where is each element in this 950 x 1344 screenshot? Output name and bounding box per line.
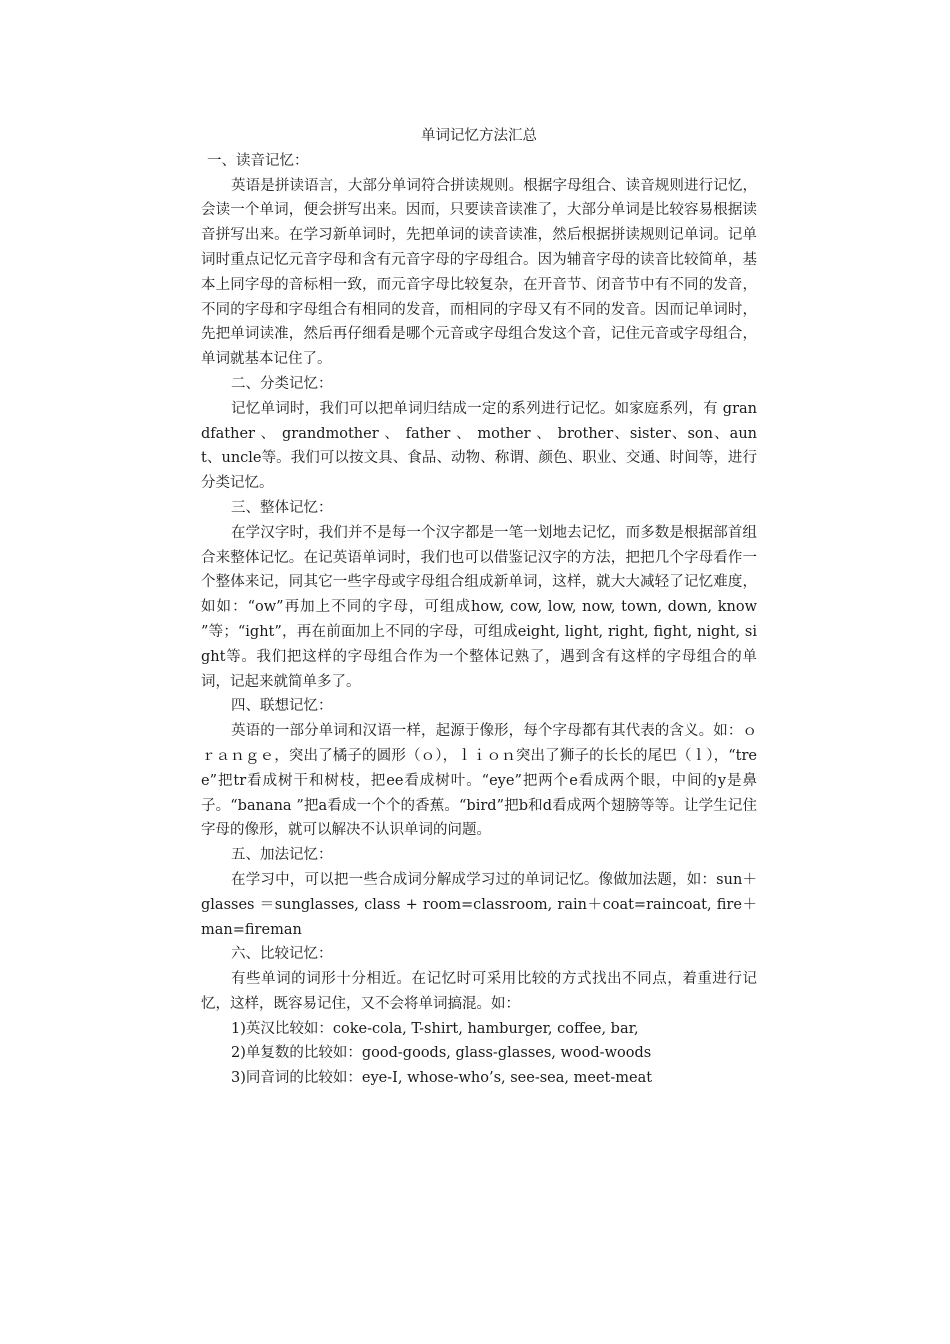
document-title: 单词记忆方法汇总 [421, 128, 537, 144]
list-item: 1)英汉比较如：coke-cola, T-shirt, hamburger, coffee, bar, [231, 1020, 639, 1037]
section-paragraph: 在学汉字时，我们并不是每一个汉字都是一笔一划地去记忆，而多数是根据部首组合来整体记忆。在记英语单词时，我们也可以借鉴记汉字的方法，把把几个字母看作一个整体来记，同其它一些字母或字母组合组成新单词，这样，就大大减轻了记忆难度，如如：“ow”再加上不同的字母，可组成how, cow, low, now, town, down, know ”等；“ight”，再在前面加上不同的字母，可组成eight, light, right, fight, night, sight等。我们把这样的字母组合作为一个整体记熟了，遇到含有这样的字母组合的单词，记起来就简单多了。 [201, 524, 757, 690]
section-heading: 五、加法记忆： [231, 847, 333, 864]
section-paragraph: 有些单词的词形十分相近。在记忆时可采用比较的方式找出不同点，着重进行记忆，这样，既容易记住，又不会将单词搞混。如： [201, 971, 757, 1012]
section-heading: 四、联想记忆： [231, 698, 333, 715]
list-item: 2)单复数的比较如：good-goods, glass-glasses, wood-woods [231, 1045, 652, 1062]
section-paragraph: 英语的一部分单词和汉语一样，起源于像形，每个字母都有其代表的含义。如：ｏｒａｎｇｅ，突出了橘子的圆形（ｏ），ｌｉｏｎ突出了狮子的长长的尾巴（ｌ），“tree”把tr看成树干和树枝，把ee看成树叶。“eye”把两个e看成两个眼，中间的y是鼻子。“banana ”把a看成一个个的香蕉。“bird”把b和d看成两个翅膀等等。让学生记住字母的像形，就可以解决不认识单词的问题。 [201, 723, 757, 839]
section-paragraph: 在学习中，可以把一些合成词分解成学习过的单词记忆。像做加法题，如：sun＋glasses ＝sunglasses, class + room=classroom, rain＋coat=raincoat, fire＋man=fireman [201, 871, 757, 938]
document-page [201, 124, 757, 1091]
list-item: 3)同音词的比较如：eye-I, whose-who’s, see-sea, meet-meat [231, 1070, 653, 1087]
section-heading: 一、读音记忆： [207, 152, 309, 169]
section-paragraph: 记忆单词时，我们可以把单词归结成一定的系列进行记忆。如家庭系列，有 grandfather 、 grandmother 、 father 、 mother 、 brother、sister、son、aunt、uncle等。我们可以按文具、食品、动物、称谓、颜色、职业、交通、时间等，进行分类记忆。 [201, 400, 757, 492]
section-paragraph: 英语是拼读语言，大部分单词符合拼读规则。根据字母组合、读音规则进行记忆，会读一个单词，便会拼写出来。因而，只要读音读准了，大部分单词是比较容易根据读音拼写出来。在学习新单词时，先把单词的读音读准，然后根据拼读规则记单词。记单词时重点记忆元音字母和含有元音字母的字母组合。因为辅音字母的读音比较简单，基本上同字母的音标相一致，而元音字母比较复杂，在开音节、闭音节中有不同的发音，不同的字母和字母组合有相同的发音，而相同的字母又有不同的发音。因而记单词时，先把单词读准，然后再仔细看是哪个元音或字母组合发这个音，记住元音或字母组合，单词就基本记住了。 [201, 177, 757, 368]
section-heading: 三、整体记忆： [231, 499, 333, 516]
section-heading: 六、比较记忆： [231, 946, 333, 963]
section-heading: 二、分类记忆： [231, 375, 333, 392]
